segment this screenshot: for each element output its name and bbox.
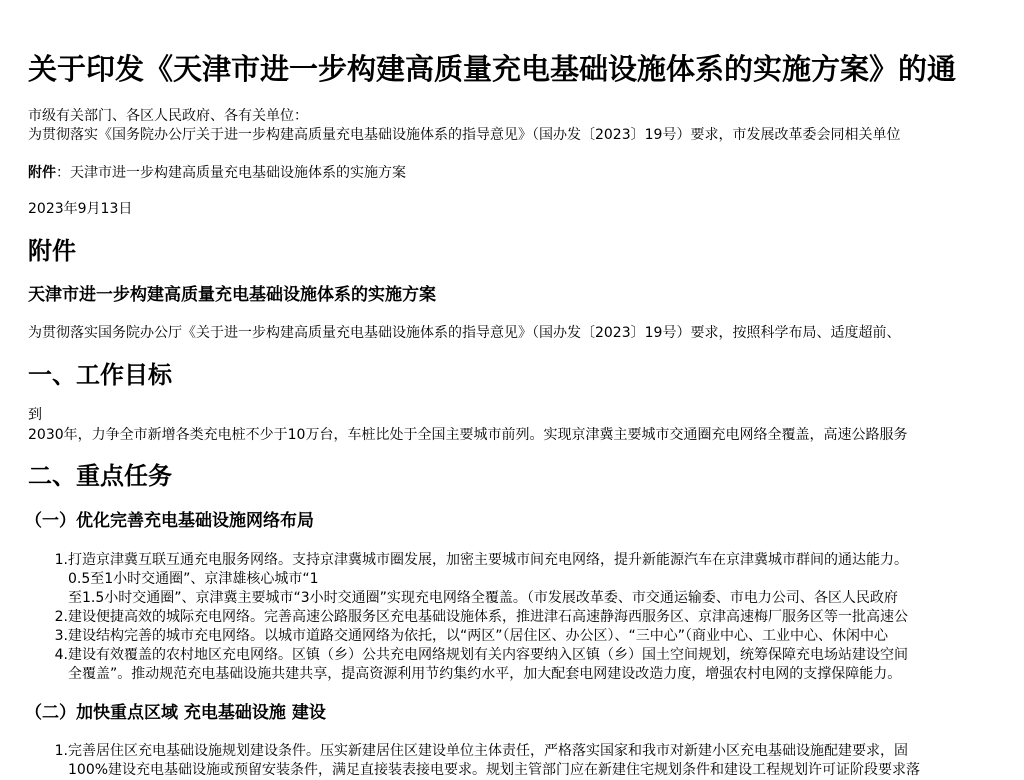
goals-line-1: 到 [28,407,42,423]
annex-intro-paragraph: 为贯彻落实国务院办公厅《关于进一步构建高质量充电基础设施体系的指导意见》（国办发〔2023〕19号）要求，按照科学布局、适度超前、 [28,325,901,341]
section-heading-goals: 一、工作目标 [28,361,172,389]
list-item-number: 1. [54,743,68,759]
subsection-heading-key-areas: （二）加快重点区域 充电基础设施 建设 [25,703,326,723]
list-item-text: 建设便捷高效的城际充电网络。完善高速公路服务区充电基础设施体系，推进津石高速静海西服务区、京津高速梅厂服务区等一批高速公 [68,609,908,625]
list-item [28,742,908,761]
list-item-number: 1. [54,552,68,568]
attachment-line [28,164,406,183]
issue-date: 2023年9月13日 [28,201,133,217]
annex-heading: 附件 [28,237,76,265]
list-item-text: 建设结构完善的城市充电网络。以城市道路交通网络为依托，以“两区”（居住区、办公区）、“三中心”（商业中心、工业中心、休闲中心 [68,628,889,644]
list-item-text: 打造京津冀互联互通充电服务网络。支持京津冀城市圈发展，加密主要城市间充电网络，提升新能源汽车在京津冀城市群间的通达能力。 [68,552,908,568]
list-item-continuation: 至1.5小时交通圈”、京津冀主要城市“3小时交通圈”实现充电网络全覆盖。（市发展改革委、市交通运输委、市电力公司、各区人民政府 [68,590,898,606]
subsection-heading-network-layout: （一）优化完善充电基础设施网络布局 [25,511,314,531]
list-item [28,627,889,646]
attachment-text: ：天津市进一步构建高质量充电基础设施体系的实施方案 [56,165,406,181]
document-page [25,0,1024,778]
list-item-number: 4. [54,647,68,663]
section-heading-tasks: 二、重点任务 [28,462,172,490]
attachment-label: 附件 [28,165,56,181]
list-item [28,608,908,627]
list-item [28,646,908,665]
list-item-number: 2. [54,609,68,625]
list-item-text: 完善居住区充电基础设施规划建设条件。压实新建居住区建设单位主体责任，严格落实国家和我市对新建小区充电基础设施配建要求，固 [68,743,908,759]
intro-paragraph: 为贯彻落实《国务院办公厅关于进一步构建高质量充电基础设施体系的指导意见》（国办发〔2023〕19号）要求，市发展改革委会同相关单位 [28,127,901,143]
document-title: 关于印发《天津市进一步构建高质量充电基础设施体系的实施方案》的通 [28,52,957,86]
list-item-continuation: 0.5至1小时交通圈”、京津雄核心城市“1 [68,571,319,587]
list-item-continuation: 全覆盖”。推动规范充电基础设施共建共享，提高资源利用节约集约水平，加大配套电网建设改造力度，增强农村电网的支撑保障能力。 [68,666,902,682]
list-item-text: 建设有效覆盖的农村地区充电网络。区镇（乡）公共充电网络规划有关内容要纳入区镇（乡）国土空间规划，统筹保障充电场站建设空间 [68,647,908,663]
list-item-continuation: 100%建设充电基础设施或预留安装条件，满足直接装表接电要求。规划主管部门应在新建住宅规划条件和建设工程规划许可证阶段要求落 [68,762,921,778]
list-item [28,551,908,570]
addressee-line: 市级有关部门、各区人民政府、各有关单位： [28,108,308,124]
goals-line-2: 2030年，力争全市新增各类充电桩不少于10万台，车桩比处于全国主要城市前列。实现京津冀主要城市交通圈充电网络全覆盖，高速公路服务 [28,427,908,443]
list-item-number: 3. [54,628,68,644]
annex-title: 天津市进一步构建高质量充电基础设施体系的实施方案 [28,285,436,305]
